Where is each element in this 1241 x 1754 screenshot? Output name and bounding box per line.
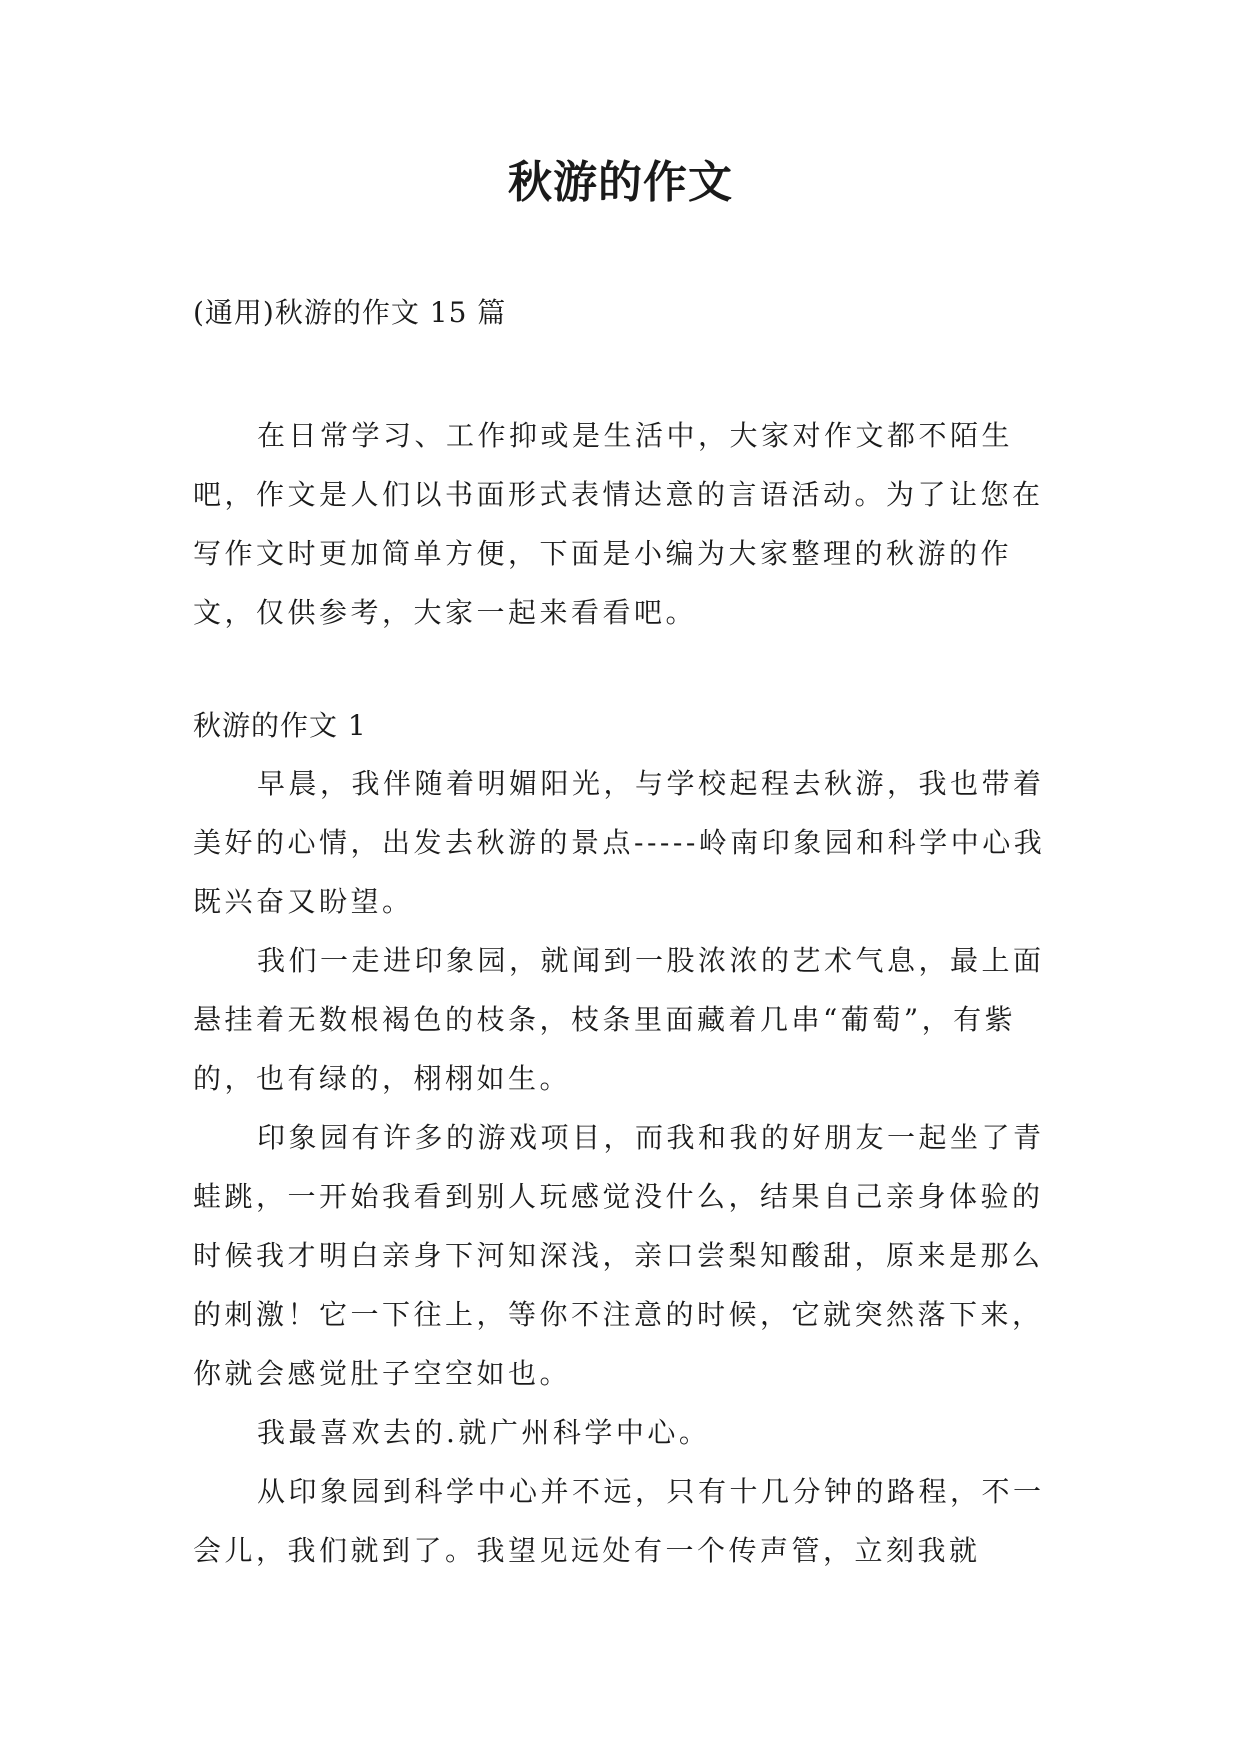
section-heading: 秋游的作文 1: [193, 709, 367, 742]
intro-paragraph: 在日常学习、工作抑或是生活中，大家对作文都不陌生吧，作文是人们以书面形式表情达意的言语活动。为了让您在写作文时更加简单方便，下面是小编为大家整理的秋游的作文，仅供参考，大家一起来看看吧。: [193, 419, 1044, 629]
essay-paragraph: 我最喜欢去的.就广州科学中心。: [257, 1416, 711, 1449]
essay-paragraph: 我们一走进印象园，就闻到一股浓浓的艺术气息，最上面悬挂着无数根褐色的枝条，枝条里面藏着几串“葡萄”，有紫的，也有绿的，栩栩如生。: [193, 944, 1045, 1095]
intro-section: [193, 406, 1055, 642]
essay-body: [193, 754, 1055, 1580]
document-subtitle: (通用)秋游的作文 15 篇: [193, 296, 507, 329]
document-title: 秋游的作文: [508, 157, 733, 208]
essay-paragraph: 从印象园到科学中心并不远，只有十几分钟的路程，不一会儿，我们就到了。我望见远处有一个传声管，立刻我就: [193, 1475, 1045, 1567]
essay-paragraph: 印象园有许多的游戏项目，而我和我的好朋友一起坐了青蛙跳，一开始我看到别人玩感觉没什么，结果自己亲身体验的时候我才明白亲身下河知深浅，亲口尝梨知酸甜，原来是那么的刺激！它一下往上，等你不注意的时候，它就突然落下来，你就会感觉肚子空空如也。: [193, 1121, 1045, 1390]
essay-paragraph: 早晨，我伴随着明媚阳光，与学校起程去秋游，我也带着美好的心情，出发去秋游的景点-----岭南印象园和科学中心我既兴奋又盼望。: [193, 767, 1046, 918]
